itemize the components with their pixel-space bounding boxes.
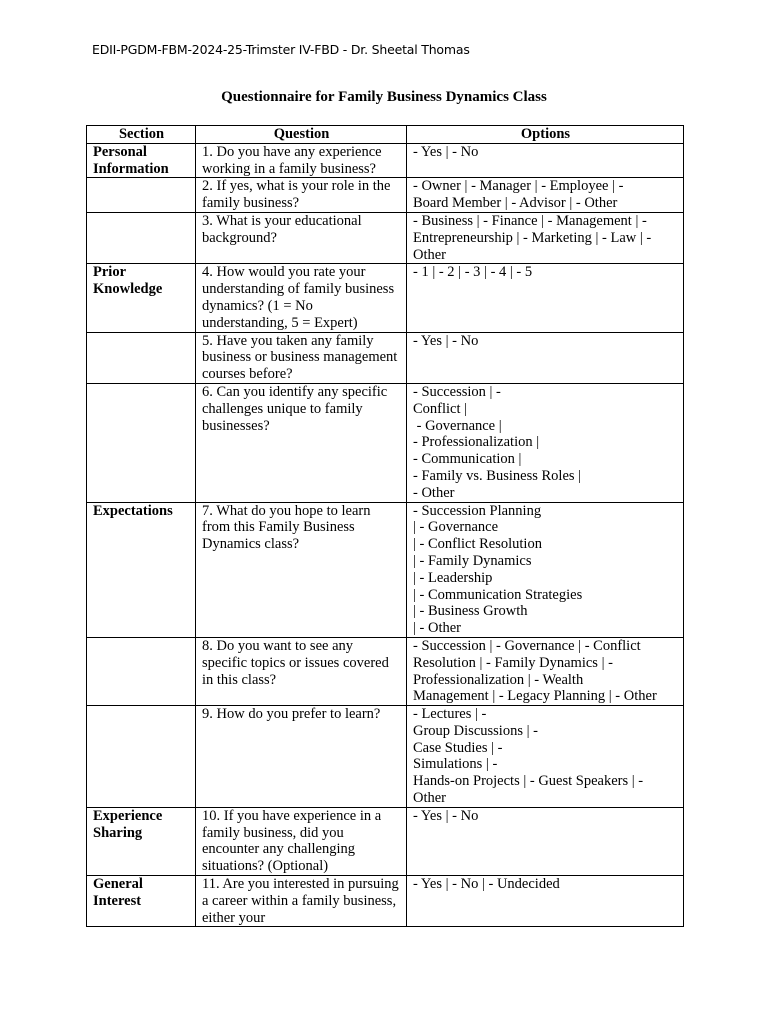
- options-cell: [407, 383, 684, 502]
- option-line: | - Leadership: [413, 569, 493, 586]
- option-line: - Yes | - No: [413, 807, 479, 824]
- document-header: EDII-PGDM-FBM-2024-25-Trimster IV-FBD - Dr. Sheetal Thomas: [92, 42, 470, 57]
- table-row: [87, 264, 684, 332]
- option-line: - Yes | - No | - Undecided: [413, 876, 560, 893]
- options-cell: [407, 332, 684, 383]
- section-cell: [87, 212, 196, 263]
- option-line: Hands-on Projects | - Guest Speakers | -: [413, 773, 644, 790]
- table-row: [87, 637, 684, 705]
- column-header-section: Section: [87, 126, 196, 144]
- option-line: - Business | - Finance | - Management | -: [413, 212, 647, 229]
- option-line: - Succession Planning: [413, 502, 542, 519]
- option-line: Case Studies | -: [413, 739, 503, 756]
- question-cell: 11. Are you interested in pursuing a career within a family business, either your: [196, 876, 407, 927]
- table-row: [87, 807, 684, 875]
- table-row: [87, 178, 684, 213]
- option-line: Conflict |: [413, 400, 468, 417]
- option-line: Board Member | - Advisor | - Other: [413, 195, 618, 212]
- option-line: | - Other: [413, 620, 461, 637]
- options-cell: [407, 264, 684, 332]
- questionnaire-table: [86, 125, 684, 927]
- table-row: [87, 143, 684, 178]
- options-cell: [407, 637, 684, 705]
- option-line: - 1 | - 2 | - 3 | - 4 | - 5: [413, 264, 533, 281]
- option-line: Group Discussions | -: [413, 722, 538, 739]
- table-row: [87, 706, 684, 808]
- option-line: Entrepreneurship | - Marketing | - Law | -: [413, 229, 652, 246]
- question-cell: 10. If you have experience in a family business, did you encounter any challenging situations? (Optional): [196, 807, 407, 875]
- question-cell: 3. What is your educational background?: [196, 212, 407, 263]
- option-line: - Governance |: [413, 417, 502, 434]
- section-cell: [87, 178, 196, 213]
- table-row: [87, 502, 684, 637]
- option-line: Professionalization | - Wealth: [413, 671, 584, 688]
- option-line: Resolution | - Family Dynamics | -: [413, 654, 613, 671]
- table-row: [87, 876, 684, 927]
- section-cell: [87, 332, 196, 383]
- section-cell: Personal Information: [87, 143, 196, 178]
- question-cell: 4. How would you rate your understanding of family business dynamics? (1 = No understanding, 5 = Expert): [196, 264, 407, 332]
- option-line: - Owner | - Manager | - Employee | -: [413, 178, 624, 195]
- options-cell: [407, 502, 684, 637]
- option-line: - Yes | - No: [413, 332, 479, 349]
- section-cell: Expectations: [87, 502, 196, 637]
- options-cell: [407, 143, 684, 178]
- table-row: [87, 332, 684, 383]
- option-line: Management | - Legacy Planning | - Other: [413, 688, 657, 705]
- question-cell: 8. Do you want to see any specific topics or issues covered in this class?: [196, 637, 407, 705]
- section-cell: [87, 637, 196, 705]
- option-line: | - Governance: [413, 519, 499, 536]
- option-line: | - Business Growth: [413, 603, 528, 620]
- column-header-question: Question: [196, 126, 407, 144]
- question-cell: 5. Have you taken any family business or business management courses before?: [196, 332, 407, 383]
- option-line: - Family vs. Business Roles |: [413, 467, 582, 484]
- column-header-options: Options: [407, 126, 684, 144]
- question-cell: 2. If yes, what is your role in the family business?: [196, 178, 407, 213]
- option-line: | - Conflict Resolution: [413, 536, 542, 553]
- options-cell: [407, 807, 684, 875]
- table-row: [87, 212, 684, 263]
- document-title: Questionnaire for Family Business Dynamics Class: [221, 89, 547, 105]
- option-line: Other: [413, 790, 447, 807]
- option-line: - Succession | - Governance | - Conflict: [413, 637, 641, 654]
- option-line: - Lectures | -: [413, 706, 487, 723]
- option-line: Other: [413, 246, 447, 263]
- section-cell: Prior Knowledge: [87, 264, 196, 332]
- option-line: - Other: [413, 484, 455, 501]
- section-cell: Experience Sharing: [87, 807, 196, 875]
- question-cell: 7. What do you hope to learn from this Family Business Dynamics class?: [196, 502, 407, 637]
- options-cell: [407, 706, 684, 808]
- option-line: Simulations | -: [413, 756, 498, 773]
- section-cell: General Interest: [87, 876, 196, 927]
- options-cell: [407, 212, 684, 263]
- table-header-row: [87, 126, 684, 144]
- options-cell: [407, 876, 684, 927]
- option-line: | - Family Dynamics: [413, 552, 532, 569]
- question-cell: 6. Can you identify any specific challenges unique to family businesses?: [196, 383, 407, 502]
- section-cell: [87, 383, 196, 502]
- table-row: [87, 383, 684, 502]
- option-line: - Succession | -: [413, 383, 501, 400]
- option-line: - Professionalization |: [413, 434, 540, 451]
- option-line: | - Communication Strategies: [413, 586, 583, 603]
- option-line: - Communication |: [413, 451, 522, 468]
- question-cell: 1. Do you have any experience working in a family business?: [196, 143, 407, 178]
- table-body: [87, 143, 684, 927]
- option-line: - Yes | - No: [413, 143, 479, 160]
- question-cell: 9. How do you prefer to learn?: [196, 706, 407, 808]
- options-cell: [407, 178, 684, 213]
- section-cell: [87, 706, 196, 808]
